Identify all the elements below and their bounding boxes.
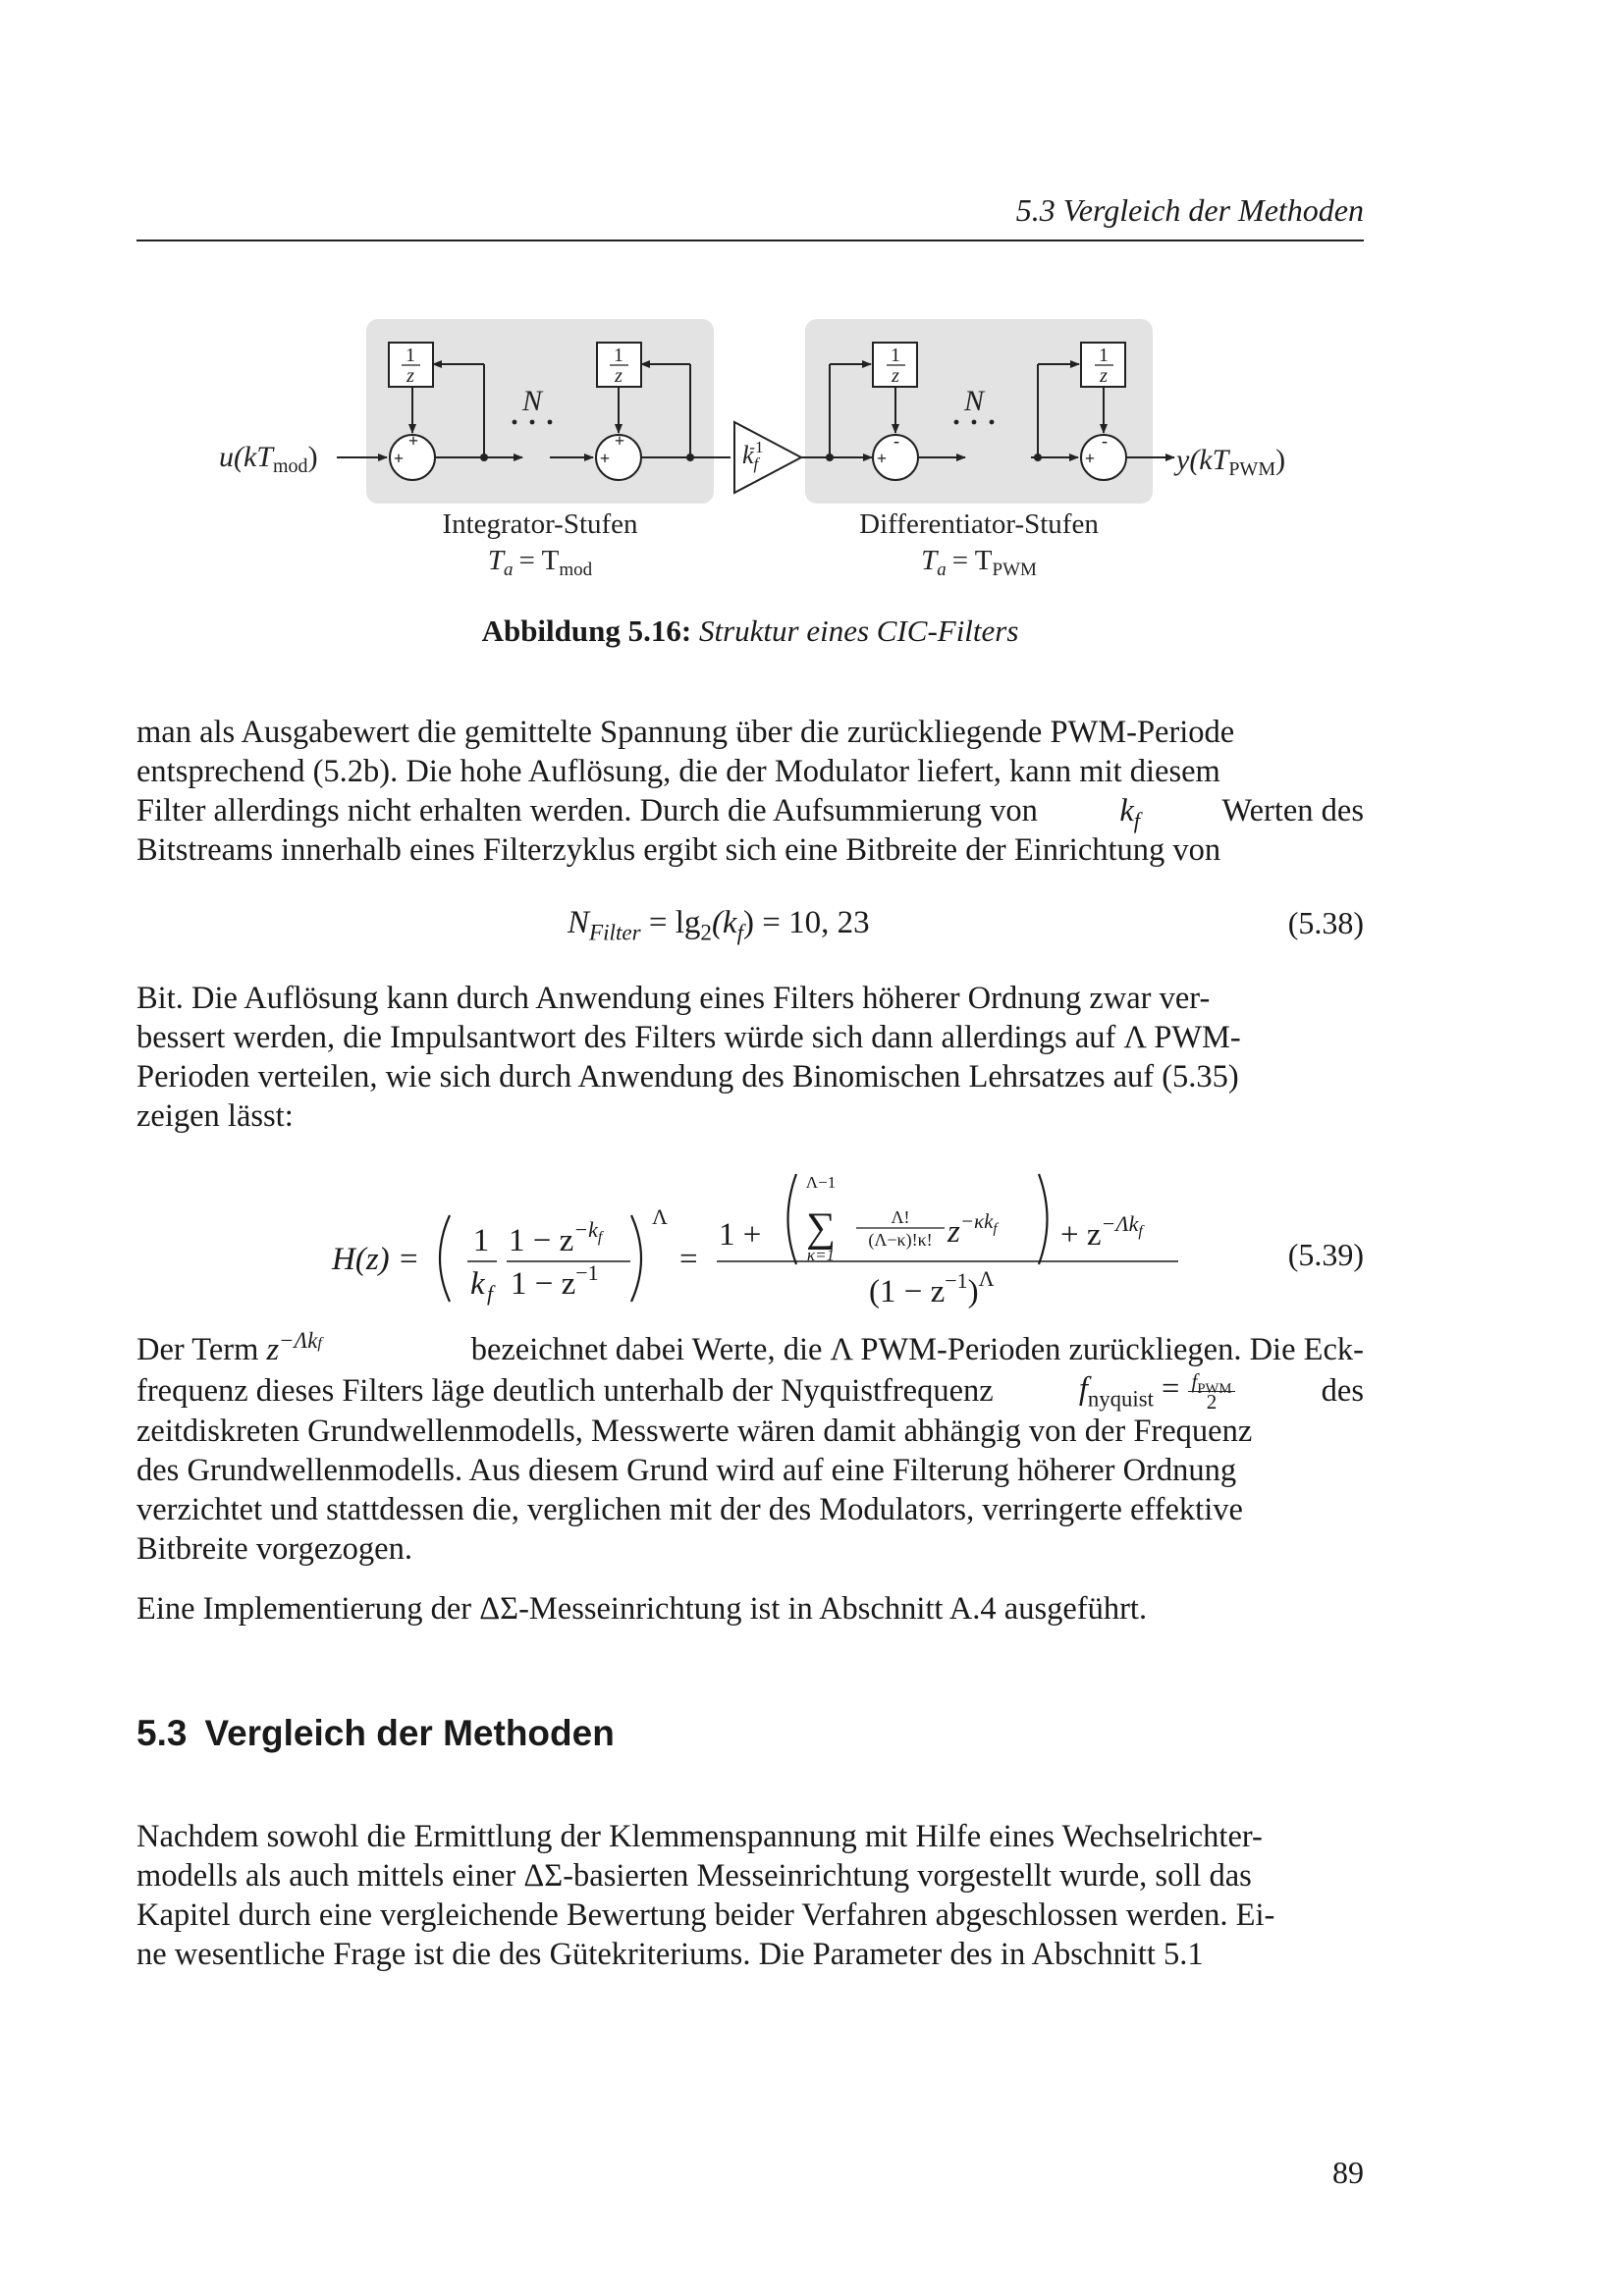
delay-den: z	[1100, 365, 1108, 387]
svg-text:Λ: Λ	[652, 1204, 668, 1229]
diff-title: Differentiator-Stufen	[859, 508, 1099, 540]
equation-number: (5.38)	[1287, 905, 1364, 940]
text-line: modells als auch mittels einer ΔΣ-basierten Messeinrichtung vorgestellt wurde, soll das	[136, 1858, 1252, 1894]
sign-minus: -	[1102, 431, 1108, 451]
text-line: Eine Implementierung der ΔΣ-Messeinrichtung ist in Abschnitt A.4 ausgeführt.	[136, 1591, 1148, 1627]
delay-num: 1	[1099, 345, 1109, 366]
svg-text:(Λ−κ)!κ!: (Λ−κ)!κ!	[868, 1230, 933, 1250]
text-line: Bit. Die Auflösung kann durch Anwendung eines Filters höherer Ordnung zwar ver-	[136, 981, 1211, 1016]
svg-text:1 − z−kf: $1 - z^{-k}f$	[509, 1217, 603, 1258]
caption-text: Struktur eines CIC-Filters	[698, 614, 1019, 648]
output-label: $y(kT_{PWM})$	[1176, 444, 1286, 480]
svg-text:+ z−Λkf: + $z^{-\Lambda k}f$	[1060, 1211, 1143, 1253]
text-line: Nachdem sowohl die Ermittlung der Klemmenspannung mit Hilfe eines Wechselrichter-	[136, 1819, 1263, 1854]
text-line: Perioden verteilen, wie sich durch Anwendung des Binomischen Lehrsatzes auf (5.35)	[136, 1059, 1239, 1095]
diff-ta: $T_a = T_{PWM}$	[921, 545, 1037, 580]
sign-plus: +	[407, 431, 419, 451]
svg-text:1 +: 1 +	[719, 1217, 762, 1253]
svg-text:∑: ∑	[806, 1205, 836, 1251]
text-line: Kapitel durch eine vergleichende Bewertung beider Verfahren abgeschlossen werden. Ei-	[136, 1897, 1275, 1933]
equation-5-38: $N_{Filter} = \lg_2(k_f) = 10$, 23	[568, 905, 870, 945]
svg-text:Λ−1: Λ−1	[805, 1173, 837, 1192]
text-line: Bitstreams innerhalb eines Filterzyklus ergibt sich eine Bitbreite der Einrichtung von	[136, 832, 1221, 868]
delay-num: 1	[891, 345, 900, 366]
sign-minus: -	[893, 431, 899, 451]
svg-text:z−κkf: $z^{-\kappa k}f$	[947, 1209, 998, 1250]
text-line: verzichtet und stattdessen die, verglichen mit der des Modulators, verringerte effektive	[136, 1492, 1243, 1528]
paragraph-5	[136, 1817, 1364, 1974]
n-label-differentiator: N	[963, 385, 985, 417]
delay-num: 1	[614, 345, 623, 366]
section-title: Vergleich der Methoden	[204, 1713, 615, 1753]
text-line: entsprechend (5.2b). Die hohe Auflösung, die der Modulator liefert, kann mit diesem	[136, 754, 1220, 789]
page-number: 89	[1332, 2155, 1364, 2190]
equation-5-39	[314, 1158, 1198, 1315]
svg-text:=: =	[679, 1242, 698, 1277]
text-line: Der Term $z^{-\Lambda kf}$ bezeichnet dabei Werte, die Λ PWM-Perioden zurückliegen. Die Eck-	[136, 1328, 1364, 1367]
text-line: ne wesentliche Frage ist die des Gütekriteriums. Die Parameter des in Abschnitt 5.1	[136, 1937, 1204, 1972]
cic-filter-diagram	[0, 294, 1624, 589]
header-rule	[136, 240, 1364, 241]
running-header: 5.3 Vergleich der Methoden	[1015, 192, 1364, 228]
sign-plus: +	[1084, 449, 1096, 468]
integrator-ta: $T_a = T_{mod}$	[487, 545, 593, 580]
delay-den: z	[406, 365, 414, 387]
equation-number: (5.39)	[1287, 1237, 1364, 1272]
n-label-integrator: N	[521, 385, 543, 417]
delay-den: z	[892, 365, 899, 387]
svg-text:(1 − z−1)Λ: $(1 - z^{-1})^\Lambda$	[869, 1266, 995, 1309]
text-line: zeigen lässt:	[136, 1098, 294, 1134]
paragraph-2	[136, 979, 1364, 1136]
svg-text:k: k	[470, 1266, 485, 1302]
text-line: bessert werden, die Impulsantwort des Filters würde sich dann allerdings auf Λ PWM-	[136, 1020, 1241, 1055]
paragraph-4	[136, 1589, 1364, 1629]
svg-text:1 − z−1: $1 - z^{-1}$	[511, 1260, 599, 1302]
text-line: Bitbreite vorgezogen.	[136, 1531, 412, 1568]
svg-text:Λ!: Λ!	[891, 1207, 910, 1227]
caption-label: Abbildung 5.16:	[481, 614, 692, 648]
svg-text:1: 1	[472, 1223, 490, 1258]
text-line: man als Ausgabewert die gemittelte Spannung über die zurückliegende PWM-Periode	[136, 715, 1235, 750]
svg-text:κ=1: κ=1	[806, 1246, 836, 1264]
paragraph-3	[136, 1330, 1364, 1569]
integrator-title: Integrator-Stufen	[442, 508, 638, 540]
svg-text:f: f	[487, 1281, 494, 1306]
input-label: $u(kT_{mod})$	[219, 441, 318, 477]
paragraph-1	[136, 713, 1364, 870]
sign-plus: +	[599, 449, 611, 468]
section-heading	[136, 1713, 615, 1754]
sign-plus: +	[614, 431, 625, 451]
text-line: frequenz dieses Filters läge deutlich unterhalb der Nyquistfrequenz $f_{nyquist}$ = $\frac{f_{PWM}}{2}$ des	[136, 1369, 1364, 1415]
delay-den: z	[615, 365, 623, 387]
gain-label: $k_f-1$	[742, 438, 764, 473]
text-line: des Grundwellenmodells. Aus diesem Grund wird auf eine Filterung höherer Ordnung	[136, 1453, 1237, 1489]
sign-plus: +	[876, 449, 888, 468]
sign-plus: +	[393, 449, 405, 468]
figure-caption	[136, 614, 1364, 649]
delay-num: 1	[406, 345, 415, 366]
section-number: 5.3	[136, 1713, 188, 1753]
text-line: zeitdiskreten Grundwellenmodells, Messwerte wären damit abhängig von der Frequenz	[136, 1414, 1253, 1450]
svg-text:H(z) =: H(z) =	[332, 1242, 420, 1277]
text-line: Filter allerdings nicht erhalten werden. Durch die Aufsummierung von $k_f$ Werten des	[136, 793, 1364, 833]
